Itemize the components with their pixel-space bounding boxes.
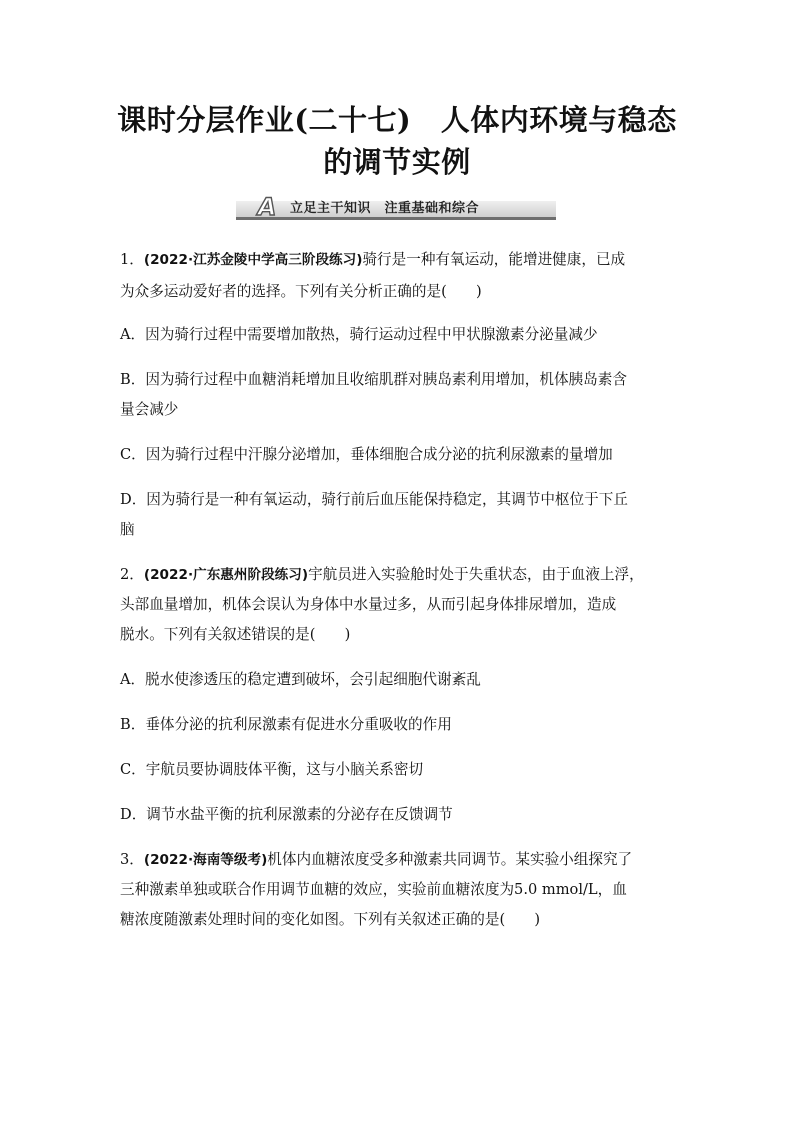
question-1-option-a: A．因为骑行过程中需要增加散热，骑行运动过程中甲状腺激素分泌量减少 xyxy=(120,326,598,343)
question-stem-text: 骑行是一种有氧运动，能增进健康，已成 xyxy=(362,251,626,268)
question-number: 1． xyxy=(120,251,144,268)
question-1-stem-cont: 为众多运动爱好者的选择。下列有关分析正确的是( ) xyxy=(120,283,482,300)
question-2-stem-cont-2: 脱水。下列有关叙述错误的是( ) xyxy=(120,626,351,643)
question-2-option-c: C．宇航员要协调肢体平衡，这与小脑关系密切 xyxy=(120,761,424,778)
question-1-option-b-cont: 量会减少 xyxy=(120,401,179,418)
page-title-continued: 的调节实例 xyxy=(323,145,471,179)
question-1-option-d-cont: 脑 xyxy=(120,521,135,538)
question-3-stem-cont-1: 三种激素单独或联合作用调节血糖的效应，实验前血糖浓度为5.0 mmol/L，血 xyxy=(120,881,627,898)
question-stem-text: 宇航员进入实验舱时处于失重状态，由于血液上浮， xyxy=(308,566,644,583)
section-banner-label: 立足主干知识 注重基础和综合 xyxy=(290,201,480,216)
question-number: 3． xyxy=(120,851,144,868)
question-number: 2． xyxy=(120,566,144,583)
question-2-option-a: A．脱水使渗透压的稳定遭到破坏，会引起细胞代谢紊乱 xyxy=(120,671,481,688)
question-2-option-b: B．垂体分泌的抗利尿激素有促进水分重吸收的作用 xyxy=(120,716,452,733)
question-2-stem-cont-1: 头部血量增加，机体会误认为身体中水量过多，从而引起身体排尿增加，造成 xyxy=(120,596,617,613)
question-1-option-d: D．因为骑行是一种有氧运动，骑行前后血压能保持稳定，其调节中枢位于下丘 xyxy=(120,491,628,508)
question-2-option-d: D．调节水盐平衡的抗利尿激素的分泌存在反馈调节 xyxy=(120,806,453,823)
question-stem-text: 机体内血糖浓度受多种激素共同调节。某实验小组探究了 xyxy=(267,851,633,868)
section-banner xyxy=(236,193,556,222)
question-3-stem xyxy=(120,849,680,871)
question-source: (2022·江苏金陵中学高三阶段练习) xyxy=(143,252,363,268)
question-3-stem-cont-2: 糖浓度随激素处理时间的变化如图。下列有关叙述正确的是( ) xyxy=(120,911,541,928)
question-1-option-b: B．因为骑行过程中血糖消耗增加且收缩肌群对胰岛素利用增加，机体胰岛素含 xyxy=(120,371,627,388)
question-1-stem xyxy=(120,249,680,271)
question-1-option-c: C．因为骑行过程中汗腺分泌增加，垂体细胞合成分泌的抗利尿激素的量增加 xyxy=(120,446,613,463)
question-source: (2022·广东惠州阶段练习) xyxy=(143,567,309,583)
page-title: 课时分层作业(二十七) 人体内环境与稳态 xyxy=(117,103,677,137)
question-source: (2022·海南等级考) xyxy=(143,852,268,868)
section-a-icon: A xyxy=(257,193,277,221)
question-2-stem xyxy=(120,564,680,586)
